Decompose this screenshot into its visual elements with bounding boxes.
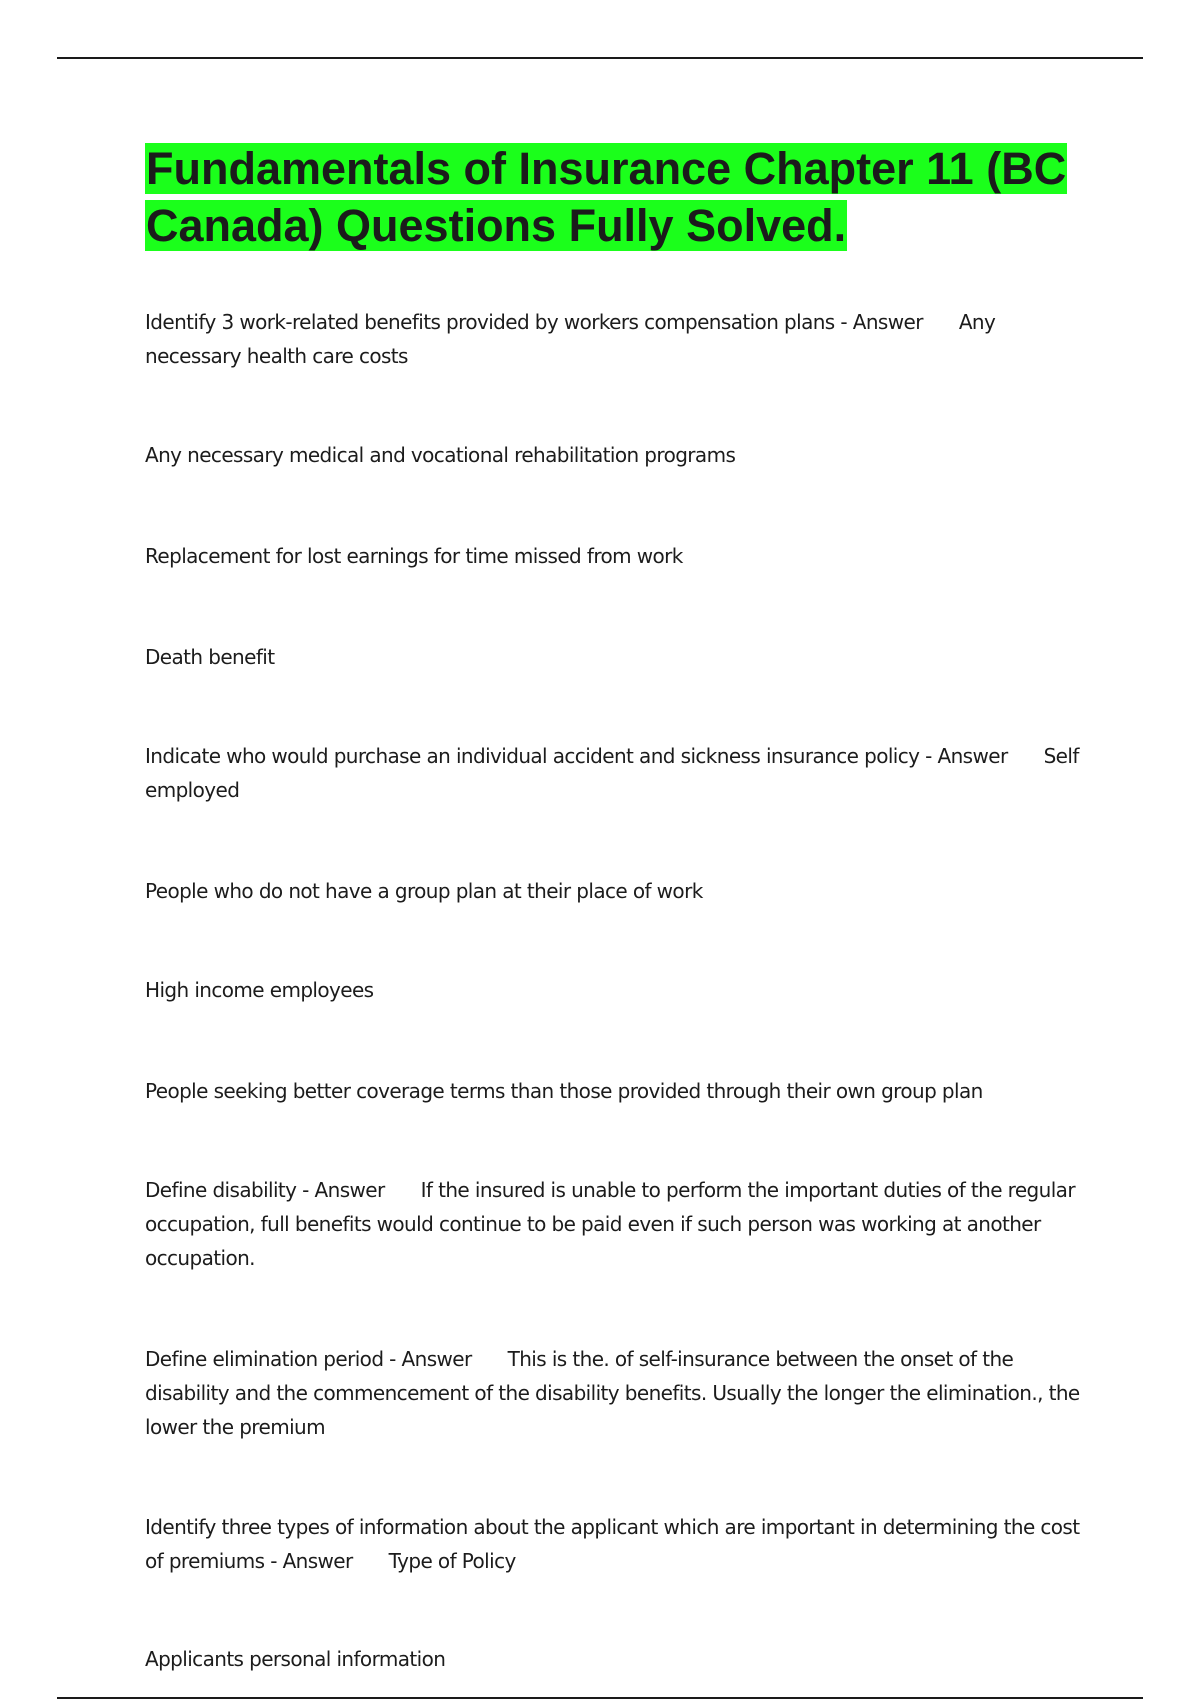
top-rule (57, 57, 1143, 59)
question-text: Indicate who would purchase an individual accident and sickness insurance policy - Answer (145, 744, 1008, 768)
paragraph-3 (145, 539, 1085, 573)
paragraph-5 (145, 739, 1085, 807)
paragraph-8 (145, 1074, 1085, 1108)
paragraph-11 (145, 1510, 1085, 1578)
paragraph-9 (145, 1173, 1085, 1275)
answer-text: If the insured is unable to perform the important duties of the regular occupation, full benefits would continue to be paid even if such person was working at another occupation. (145, 1178, 1075, 1270)
paragraph-text: High income employees (145, 978, 374, 1002)
paragraph-7 (145, 973, 1085, 1007)
answer-text: Self employed (145, 744, 1079, 802)
paragraph-text: Applicants personal information (145, 1647, 446, 1671)
document-title (145, 140, 1085, 254)
question-text: Define elimination period - Answer (145, 1347, 472, 1371)
paragraph-text: Replacement for lost earnings for time missed from work (145, 544, 683, 568)
bottom-rule (57, 1697, 1143, 1699)
paragraph-6 (145, 874, 1085, 908)
paragraph-2 (145, 438, 1085, 472)
document-body (145, 140, 1085, 1671)
paragraph-text: Death benefit (145, 645, 275, 669)
paragraph-text: Any necessary medical and vocational rehabilitation programs (145, 443, 736, 467)
paragraph-1 (145, 305, 1085, 373)
paragraph-text: People seeking better coverage terms than those provided through their own group plan (145, 1079, 983, 1103)
answer-text: Any necessary health care costs (145, 310, 996, 368)
answer-text: Type of Policy (388, 1549, 516, 1573)
question-text: Identify three types of information about the applicant which are important in determining the cost of premiums - Answer (145, 1515, 1080, 1573)
paragraph-4 (145, 640, 1085, 674)
paragraph-10 (145, 1342, 1085, 1444)
question-text: Define disability - Answer (145, 1178, 385, 1202)
paragraph-12 (145, 1642, 1085, 1676)
answer-text: This is the. of self-insurance between the onset of the disability and the commencement of the disability benefits. Usually the longer the elimination., the lower the premium (145, 1347, 1080, 1439)
title-highlight: Fundamentals of Insurance Chapter 11 (BC Canada) Questions Fully Solved. (146, 143, 1067, 251)
question-text: Identify 3 work-related benefits provided by workers compensation plans - Answer (145, 310, 923, 334)
paragraph-text: People who do not have a group plan at their place of work (145, 879, 703, 903)
